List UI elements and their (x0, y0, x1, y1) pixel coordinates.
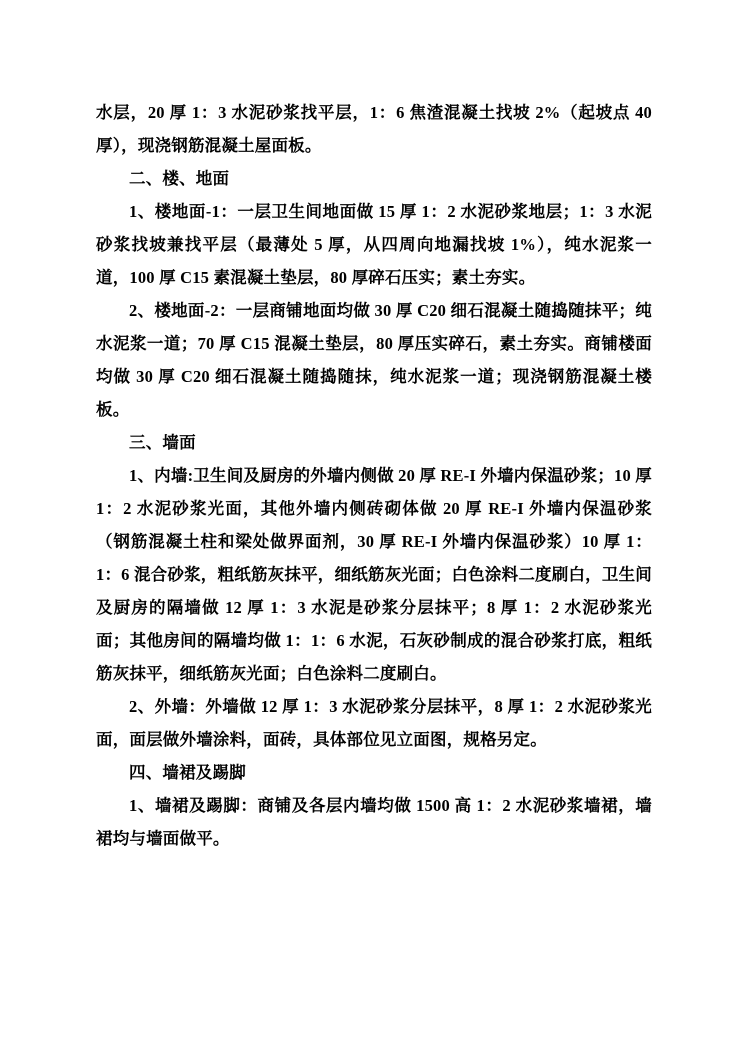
paragraph-9: 1、墙裙及踢脚：商铺及各层内墙均做 1500 高 1：2 水泥砂浆墙裙，墙裙均与墙面做平。 (96, 796, 652, 848)
section-heading-3: 三、墙面 (129, 433, 196, 452)
paragraph-7: 2、外墙：外墙做 12 厚 1：3 水泥砂浆分层抹平，8 厚 1：2 水泥砂浆光面，面层做外墙涂料，面砖，具体部位见立面图，规格另定。 (96, 697, 652, 749)
section-heading-4: 四、墙裙及踢脚 (129, 763, 246, 782)
paragraph-6: 1、内墙:卫生间及厨房的外墙内侧做 20 厚 RE-I 外墙内保温砂浆；10 厚 1：2 水泥砂浆光面，其他外墙内侧砖砌体做 20 厚 RE-I 外墙内保温砂浆（钢筋混凝土柱和梁处做界面剂，30 厚 RE-I 外墙内保温砂浆）10 厚 1：1：6 混合砂浆，粗纸筋灰抹平，细纸筋灰光面；白色涂料二度刷白，卫生间及厨房的隔墙做 12 厚 1：3 水泥是砂浆分层抹平；8 厚 1：2 水泥砂浆光面；其他房间的隔墙均做 1：1：6 水泥，石灰砂制成的混合砂浆打底，粗纸筋灰抹平，细纸筋灰光面；白色涂料二度刷白。 (96, 466, 652, 683)
section-heading-2: 二、楼、地面 (129, 169, 230, 188)
paragraph-4: 2、楼地面-2：一层商铺地面均做 30 厚 C20 细石混凝土随捣随抹平；纯水泥浆一道；70 厚 C15 混凝土垫层，80 厚压实碎石，素土夯实。商铺楼面均做 30 厚 C20 细石混凝土随捣随抹，纯水泥浆一道；现浇钢筋混凝土楼板。 (96, 301, 652, 419)
document-body (96, 96, 652, 855)
paragraph-3: 1、楼地面-1：一层卫生间地面做 15 厚 1：2 水泥砂浆地层；1：3 水泥砂浆找坡兼找平层（最薄处 5 厚，从四周向地漏找坡 1%），纯水泥浆一道，100 厚 C15 素混凝土垫层，80 厚碎石压实；素土夯实。 (96, 202, 652, 287)
paragraph-1: 水层，20 厚 1：3 水泥砂浆找平层，1：6 焦渣混凝土找坡 2%（起坡点 40 厚），现浇钢筋混凝土屋面板。 (96, 103, 652, 155)
